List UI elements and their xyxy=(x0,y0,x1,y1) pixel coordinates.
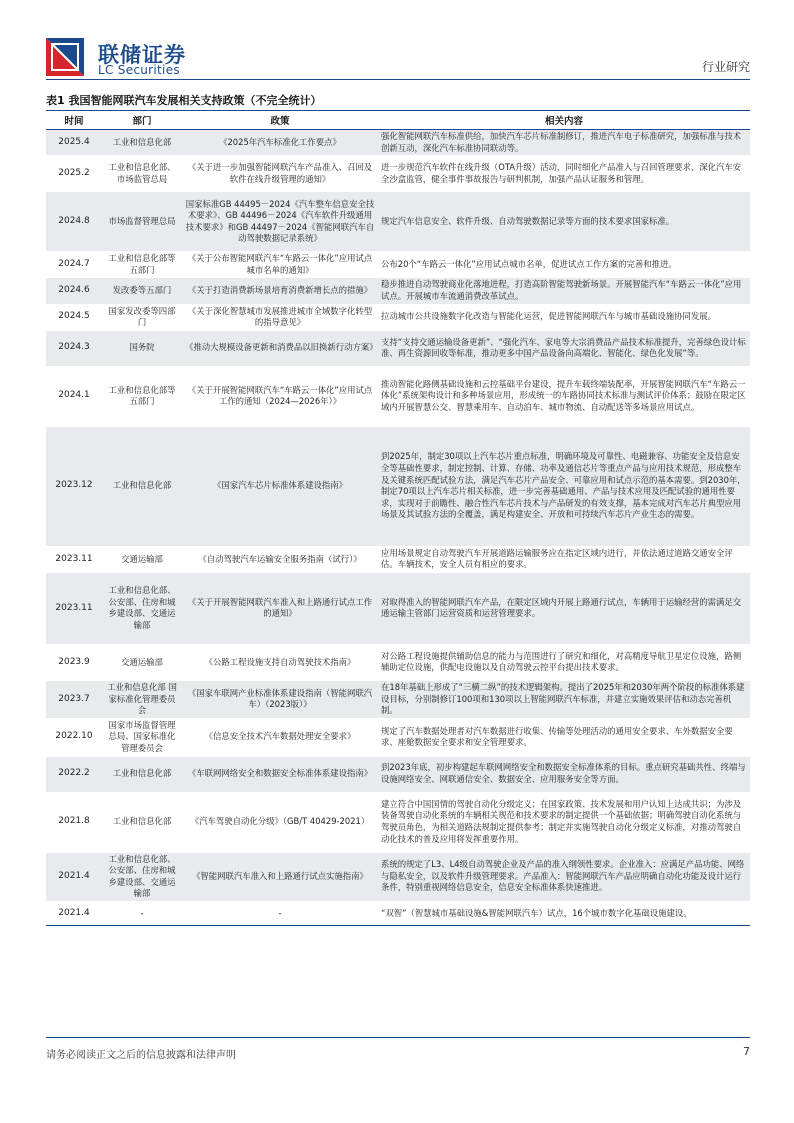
cell-policy: 国家标准GB 44495－2024《汽车整车信息安全技术要求》、GB 44496－2024《汽车软件升级通用技术要求》和GB 44497－2024《智能网联汽车自动驾驶数据记录系统》 xyxy=(182,192,378,252)
cell-content: 拉动城市公共设施数字化改造与智能化运营，促进智能网联汽车与城市基础设施协同发展。 xyxy=(378,304,750,330)
cell-time: 2024.6 xyxy=(46,278,102,304)
cell-department: 工业和信息化部等五部门 xyxy=(102,252,182,278)
cell-policy: 《车联网网络安全和数据安全标准体系建设指南》 xyxy=(182,756,378,792)
policy-table-body xyxy=(46,130,750,926)
report-type-label: 行业研究 xyxy=(701,60,750,74)
cell-department: 工业和信息化部、公安部、住房和城乡建设部、交通运输部 xyxy=(102,572,182,644)
cell-department: 国家市场监督管理总局、国家标准化管理委员会 xyxy=(102,718,182,756)
table-row xyxy=(46,546,750,572)
cell-content: 对公路工程设施提供辅助信息的能力与范围进行了研究和细化，对高精度导航卫星定位设施，路侧辅助定位设施，供配电设施以及自动驾驶云控平台提出技术要求。 xyxy=(378,644,750,680)
cell-time: 2023.12 xyxy=(46,426,102,546)
cell-content: 系统的规定了L3、L4级自动驾驶企业及产品的准入纲领性要求。企业准入：应满足产品功能、网络与隐私安全，以及软件升级管理要求。产品准入：智能网联汽车产品应明确自动化功能及设计运行条件，特别重视网络信息安全，信息安全标准体系快速推进。 xyxy=(378,852,750,901)
header-divider xyxy=(46,79,750,80)
cell-time: 2024.1 xyxy=(46,366,102,426)
cell-department: 市场监督管理总局 xyxy=(102,192,182,252)
table-row xyxy=(46,792,750,852)
cell-content: 到2025年，制定30项以上汽车芯片重点标准，明确环境及可靠性、电磁兼容、功能安全及信息安全等基础性要求，制定控制、计算、存储、功率及通信芯片等重点产品与应用技术规范，形成整车及关键系统匹配试验方法，满足汽车芯片产品安全、可靠应用和试点示范的基本需要。到2030年，制定70项以上汽车芯片相关标准，进一步完善基础通用、产品与技术应用及匹配试验的通用性要求，实现对于前瞻性、融合性汽车芯片技术与产品研发的有效支撑，基本完成对汽车芯片典型应用场景及其试验方法的全覆盖，满足构建安全、开放和可持续汽车芯片产业生态的需要。 xyxy=(378,426,750,546)
cell-policy: 《国家汽车芯片标准体系建设指南》 xyxy=(182,426,378,546)
cell-policy: 《信息安全技术汽车数据处理安全要求》 xyxy=(182,718,378,756)
column-header-time: 时间 xyxy=(46,111,102,130)
cell-policy: 《关于开展智能网联汽车“车路云一体化”应用试点工作的通知（2024—2026年）》 xyxy=(182,366,378,426)
cell-content: 对取得准入的智能网联汽车产品，在限定区域内开展上路通行试点，车辆用于运输经营的需满足交通运输主管部门运营资质和运营管理要求。 xyxy=(378,572,750,644)
cell-department: 工业和信息化部 xyxy=(102,426,182,546)
cell-department: 发改委等五部门 xyxy=(102,278,182,304)
cell-time: 2024.7 xyxy=(46,252,102,278)
cell-department: 工业和信息化部、市场监管总局 xyxy=(102,156,182,192)
table-row xyxy=(46,901,750,925)
cell-time: 2024.5 xyxy=(46,304,102,330)
table-row xyxy=(46,252,750,278)
page-number: 7 xyxy=(743,1045,750,1058)
cell-policy: 《关于开展智能网联汽车准入和上路通行试点工作的通知》 xyxy=(182,572,378,644)
table-row xyxy=(46,680,750,718)
table-row xyxy=(46,718,750,756)
table-row xyxy=(46,366,750,426)
cell-time: 2021.4 xyxy=(46,852,102,901)
footer-disclaimer: 请务必阅读正文之后的信息披露和法律声明 xyxy=(46,1050,236,1061)
cell-content: 建立符合中国国情的驾驶自动化分级定义；在国家政策、技术发展和用户认知上达成共识；为涉及装备驾驶自动化系统的车辆相关规范和技术要求的制定提供一个基础依据；明确驾驶自动化系统与驾驶员角色，为相关道路法规制定提供参考；制定并实施驾驶自动化分级定义标准，对推动驾驶自动化技术的普及应用将发挥重要作用。 xyxy=(378,792,750,852)
cell-content: 到2023年底，初步构建起车联网网络安全和数据安全标准体系的目标。重点研究基础共性、终端与设施网络安全、网联通信安全、数据安全、应用服务安全等方面。 xyxy=(378,756,750,792)
cell-department: 工业和信息化部 xyxy=(102,792,182,852)
table-row xyxy=(46,130,750,156)
cell-department: 国家发改委等四部门 xyxy=(102,304,182,330)
cell-department: 工业和信息化部 xyxy=(102,130,182,156)
cell-policy: 《公路工程设施支持自动驾驶技术指南》 xyxy=(182,644,378,680)
cell-policy: 《自动驾驶汽车运输安全服务指南（试行）》 xyxy=(182,546,378,572)
cell-department: 工业和信息化部等五部门 xyxy=(102,366,182,426)
logo-chinese-name: 联储证券 xyxy=(98,43,186,67)
cell-policy: 《国家车联网产业标准体系建设指南（智能网联汽车）（2023版）》 xyxy=(182,680,378,718)
table-row xyxy=(46,330,750,366)
cell-content: “双智”（智慧城市基础设施&智能网联汽车）试点，16个城市数字化基础设施建设。 xyxy=(378,901,750,925)
cell-time: 2024.3 xyxy=(46,330,102,366)
cell-policy: 《智能网联汽车准入和上路通行试点实施指南》 xyxy=(182,852,378,901)
cell-time: 2021.4 xyxy=(46,901,102,925)
cell-department: 交通运输部 xyxy=(102,546,182,572)
cell-content: 推动智能化路侧基础设施和云控基础平台建设，提升车载终端装配率，开展智能网联汽车“车路云一体化”系统架构设计和多种场景应用，形成统一的车路协同技术标准与测试评价体系；鼓励在限定区域内开展智慧公交、智慧乘用车、自动泊车、城市物流、自动配送等多场景应用试点。 xyxy=(378,366,750,426)
table-row xyxy=(46,852,750,901)
cell-content: 应用场景规定自动驾驶汽车开展道路运输服务应在指定区域内进行，并依法通过道路交通安全评估。车辆技术，安全人员有相应的要求。 xyxy=(378,546,750,572)
column-header-department: 部门 xyxy=(102,111,182,130)
table-row xyxy=(46,192,750,252)
cell-policy: 《关于深化智慧城市发展推进城市全域数字化转型的指导意见》 xyxy=(182,304,378,330)
cell-content: 强化智能网联汽车标准供给，加快汽车芯片标准制修订，推进汽车电子标准研究，加强标准与技术创新互动，深化汽车标准协同联动等。 xyxy=(378,130,750,156)
cell-content: 规定汽车信息安全、软件升级、自动驾驶数据记录等方面的技术要求国家标准。 xyxy=(378,192,750,252)
cell-department: 工业和信息化部 xyxy=(102,756,182,792)
table-row xyxy=(46,156,750,192)
cell-time: 2025.2 xyxy=(46,156,102,192)
cell-content: 稳步推进自动驾驶商业化落地进程，打造高阶智能驾驶新场景。开展智能汽车“车路云一体化”应用试点。开展城市车流通消费改革试点。 xyxy=(378,278,750,304)
cell-policy: 《关于进一步加强智能网联汽车产品准入、召回及软件在线升级管理的通知》 xyxy=(182,156,378,192)
cell-content: 在18年基础上形成了“三横二纵”的技术逻辑架构。提出了2025年和2030年两个阶段的标准体系建设目标，分别制修订100项和130项以上智能网联汽车标准，并建立实施效果评估和动态完善机制。 xyxy=(378,680,750,718)
cell-department: 工业和信息化部、公安部、住房和城乡建设部、交通运输部 xyxy=(102,852,182,901)
cell-policy: - xyxy=(182,901,378,925)
table-caption: 表1 我国智能网联汽车发展相关支持政策（不完全统计） xyxy=(46,94,322,107)
cell-time: 2025.4 xyxy=(46,130,102,156)
cell-time: 2023.9 xyxy=(46,644,102,680)
page-header xyxy=(46,36,750,80)
table-row xyxy=(46,278,750,304)
cell-time: 2021.8 xyxy=(46,792,102,852)
cell-time: 2023.11 xyxy=(46,546,102,572)
column-header-content: 相关内容 xyxy=(378,111,750,130)
logo-english-name: LC Securities xyxy=(98,63,180,77)
cell-policy: 《2025年汽车标准化工作要点》 xyxy=(182,130,378,156)
table-row xyxy=(46,426,750,546)
cell-content: 规定了汽车数据处理者对汽车数据进行收集、传输等处理活动的通用安全要求、车外数据安全要求、座舱数据安全要求和安全管理要求。 xyxy=(378,718,750,756)
table-row xyxy=(46,572,750,644)
cell-department: 国务院 xyxy=(102,330,182,366)
cell-time: 2024.8 xyxy=(46,192,102,252)
column-header-policy: 政策 xyxy=(182,111,378,130)
cell-policy: 《关于公布智能网联汽车“车路云一体化”应用试点城市名单的通知》 xyxy=(182,252,378,278)
cell-department: 交通运输部 xyxy=(102,644,182,680)
policy-table-container xyxy=(46,110,750,926)
cell-policy: 《推动大规模设备更新和消费品以旧换新行动方案》 xyxy=(182,330,378,366)
table-row xyxy=(46,644,750,680)
table-row xyxy=(46,756,750,792)
cell-content: 支持“支持交通运输设备更新”、“强化汽车、家电等大宗消费品产品技术标准提升，完善绿色设计标准、再生资源回收等标准，推动更多中国产品设备向高端化、智能化、绿色化发展”等。 xyxy=(378,330,750,366)
cell-time: 2023.11 xyxy=(46,572,102,644)
cell-department: - xyxy=(102,901,182,925)
cell-time: 2022.2 xyxy=(46,756,102,792)
policy-table xyxy=(46,110,750,926)
lc-securities-logo-icon xyxy=(46,38,84,76)
footer-divider xyxy=(46,1037,750,1038)
cell-time: 2023.7 xyxy=(46,680,102,718)
cell-department: 工业和信息化部 国家标准化管理委员会 xyxy=(102,680,182,718)
cell-policy: 《汽车驾驶自动化分级》（GB/T 40429-2021） xyxy=(182,792,378,852)
cell-content: 公布20个“车路云一体化”应用试点城市名单，促进试点工作方案的完善和推进。 xyxy=(378,252,750,278)
table-row xyxy=(46,304,750,330)
table-header-row xyxy=(46,111,750,130)
cell-policy: 《关于打造消费新场景培育消费新增长点的措施》 xyxy=(182,278,378,304)
cell-content: 进一步规范汽车软件在线升级（OTA升级）活动，同时细化产品准入与召回管理要求，深化汽车安全沙盒监管，健全事件事故报告与研判机制，加强产品认证服务和管理。 xyxy=(378,156,750,192)
cell-time: 2022.10 xyxy=(46,718,102,756)
